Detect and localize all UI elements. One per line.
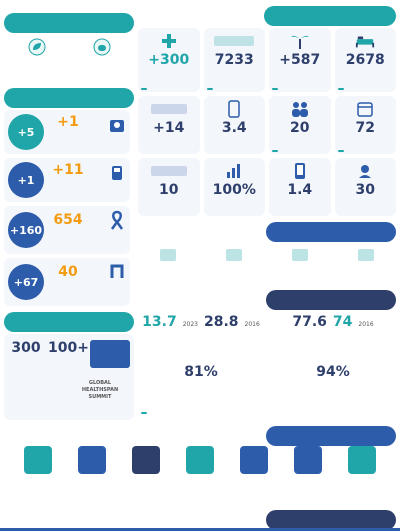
indicator-road-deaths: 13.7 2023 28.8 2016	[142, 314, 260, 330]
prevention-breast-cancer: +160 654	[4, 206, 130, 254]
indicator-coverage: 94%	[316, 364, 350, 380]
global-health-exhibition-logo-icon	[90, 340, 130, 368]
family-icon	[290, 99, 310, 119]
program-icon	[186, 446, 214, 474]
stat-shefaa: 7233	[204, 28, 266, 92]
stat-item: 14+	[138, 96, 200, 154]
section-forums	[4, 312, 134, 332]
section-prevention	[4, 88, 134, 108]
forum-visitors: 100+	[48, 340, 89, 356]
top-stats-grid	[138, 28, 396, 92]
launches-row	[138, 244, 396, 280]
forum-healthspan: GLOBAL HEALTHSPAN SUMMIT	[81, 380, 119, 400]
medical-icon	[159, 31, 179, 51]
seal-icon	[132, 446, 160, 474]
launch-item	[204, 244, 264, 280]
praise-item	[14, 446, 62, 506]
hospital-bed-icon	[355, 31, 375, 51]
launch-item	[270, 244, 330, 280]
bread-icon	[92, 37, 112, 57]
chart-icon	[224, 161, 244, 181]
shefaa-logo-icon	[214, 31, 254, 51]
palm-tree-logo-icon	[290, 31, 310, 51]
launch-item	[138, 244, 198, 280]
calendar-icon	[355, 99, 375, 119]
praise-item	[122, 446, 170, 506]
praise-item	[284, 446, 332, 506]
section-launches	[266, 222, 396, 242]
prevention-circle: +5	[8, 114, 44, 150]
prevention-colon-cancer: +67 40	[4, 258, 130, 306]
forum-events: 300	[11, 340, 41, 356]
who-logo-icon	[78, 446, 106, 474]
ribbon-icon	[108, 210, 126, 230]
scale-icon	[108, 116, 126, 134]
mobile-app-icon	[290, 161, 310, 181]
policies-panel	[4, 36, 134, 84]
prevention-obesity: +5 +1	[4, 110, 130, 154]
nafees-logo-icon	[151, 99, 187, 119]
section-indicators	[266, 290, 396, 310]
stat-item: 3.4	[204, 96, 266, 154]
stat-item: 30	[335, 158, 397, 216]
section-facts-figures	[264, 6, 396, 26]
prevention-diabetes: +1 +11	[4, 158, 130, 202]
certificate-icon	[151, 161, 187, 181]
capital-logo-icon	[158, 245, 178, 265]
prevention-circle: +67	[8, 264, 44, 300]
praise-item	[68, 446, 116, 506]
policy-item	[7, 36, 67, 84]
praise-row	[14, 446, 386, 506]
stat-item: 72	[335, 96, 397, 154]
stat-item: 10	[138, 158, 200, 216]
indicator-satisfaction: 81%	[138, 364, 264, 416]
ministry-logo-icon	[294, 446, 322, 474]
glucose-meter-icon	[108, 164, 126, 182]
praise-item	[176, 446, 224, 506]
national-center-logo-icon	[224, 245, 244, 265]
praise-item	[338, 446, 386, 506]
wiqaya-logo-icon	[290, 245, 310, 265]
forums-panel	[4, 334, 134, 420]
stat-health-centers: 587+	[269, 28, 331, 92]
cert-blue-icon	[240, 446, 268, 474]
praise-item	[230, 446, 278, 506]
indicator-life-expectancy: 77.6 74 2016	[292, 314, 374, 330]
policy-item	[72, 36, 132, 84]
section-praise	[266, 426, 396, 446]
stat-referrals: 300+	[138, 28, 200, 92]
star-logo-icon	[24, 446, 52, 474]
prevention-circle: +160	[8, 212, 44, 248]
phone-icon	[224, 99, 244, 119]
stat-item: 100%	[204, 158, 266, 216]
colon-icon	[108, 262, 126, 282]
stat-hospital-beds: 2678	[335, 28, 397, 92]
stat-item: 1.4	[269, 158, 331, 216]
award-green-icon	[348, 446, 376, 474]
prevention-circle: +1	[8, 162, 44, 198]
nafees-logo-icon	[356, 245, 376, 265]
call-center-icon	[355, 161, 375, 181]
leaf-icon	[27, 37, 47, 57]
launch-item	[336, 244, 396, 280]
section-health-policies	[4, 13, 134, 33]
section-partners	[266, 510, 396, 530]
stats-grid	[138, 96, 396, 216]
stat-item: 20	[269, 96, 331, 154]
